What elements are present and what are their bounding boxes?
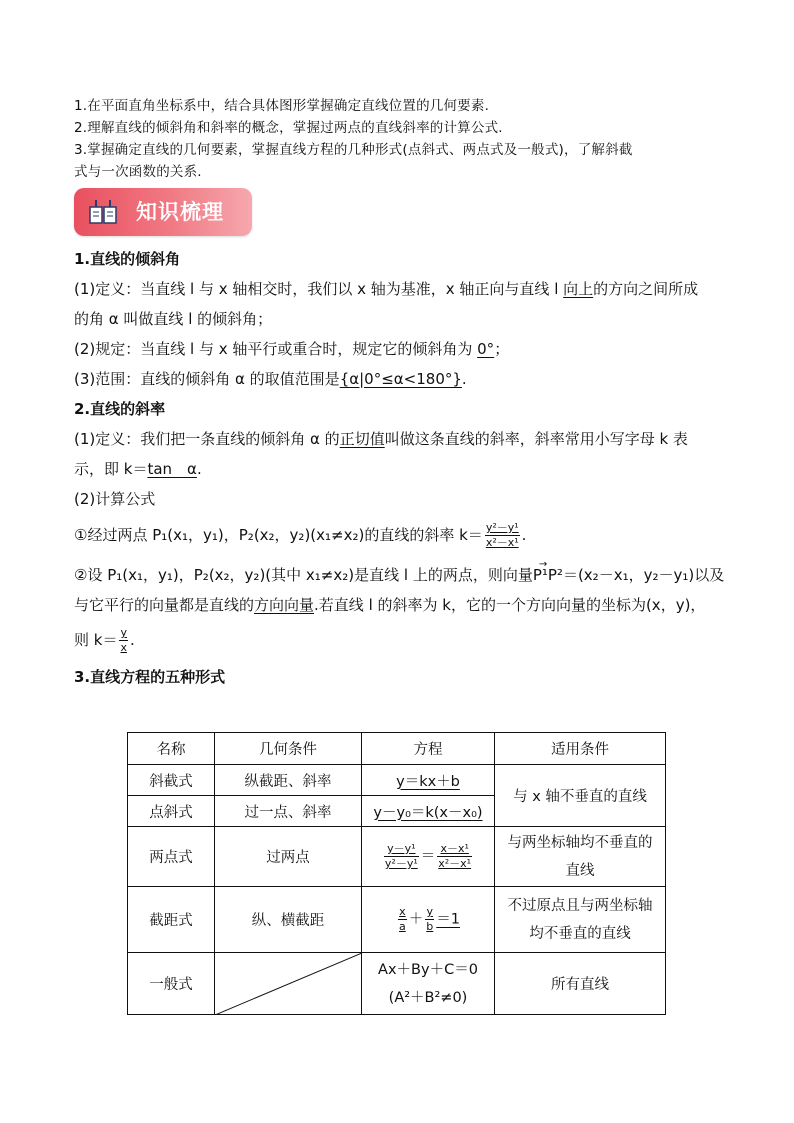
table-header: 名称 bbox=[128, 733, 215, 765]
content-body bbox=[74, 244, 726, 692]
row-apply: 所有直线 bbox=[495, 953, 666, 1015]
row-name: 斜截式 bbox=[128, 765, 215, 796]
s2-formula-2-end: 则 k＝ $\frac{y}{x}$ . bbox=[74, 626, 135, 654]
row-equation: y－y₀＝k(x－x₀) bbox=[362, 796, 495, 827]
row-condition: 过两点 bbox=[215, 827, 362, 887]
line-equation-table bbox=[127, 732, 666, 1015]
banner-title: 知识梳理 bbox=[136, 200, 224, 224]
row-condition: 纵、横截距 bbox=[215, 887, 362, 953]
s2-formula-2-cont: 与它平行的向量都是直线的方向向量.若直线 l 的斜率为 k，它的一个方向向量的坐标为(x，y)， bbox=[74, 596, 706, 614]
learning-goals bbox=[74, 95, 734, 183]
vector-p1p2: → P¹P² bbox=[533, 560, 563, 590]
row-equation: $\frac{\text{y－y¹}}{\text{y²－y¹}}$ ＝ $\frac{\text{x－x¹}}{\text{x²－x¹}}$ bbox=[362, 827, 495, 887]
row-apply-merged: 与 x 轴不垂直的直线 bbox=[495, 765, 666, 827]
diagonal-line bbox=[215, 953, 362, 1015]
s2-definition: (1)定义：我们把一条直线的倾斜角 α 的正切值叫做这条直线的斜率，斜率常用小写字母 k 表 bbox=[74, 430, 688, 448]
row-equation: $\frac{x}{a}$ ＋ $\frac{y}{b}$ ＝1 bbox=[362, 887, 495, 953]
goal-1: 1.在平面直角坐标系中，结合具体图形掌握确定直线位置的几何要素. bbox=[74, 98, 490, 114]
row-name: 一般式 bbox=[128, 953, 215, 1015]
row-name: 两点式 bbox=[128, 827, 215, 887]
section1-heading: 1.直线的倾斜角 bbox=[74, 250, 181, 268]
section3-heading: 3.直线方程的五种形式 bbox=[74, 668, 226, 686]
goal-2: 2.理解直线的倾斜角和斜率的概念，掌握过两点的直线斜率的计算公式. bbox=[74, 120, 503, 136]
row-apply: 与两坐标轴均不垂直的直线 bbox=[495, 827, 666, 887]
section2-heading: 2.直线的斜率 bbox=[74, 400, 166, 418]
table-row bbox=[128, 827, 666, 887]
row-name: 截距式 bbox=[128, 887, 215, 953]
s1-definition-cont: 的角 α 叫做直线 l 的倾斜角； bbox=[74, 310, 273, 328]
table-row bbox=[128, 765, 666, 796]
row-apply: 不过原点且与两坐标轴均不垂直的直线 bbox=[495, 887, 666, 953]
table-header-row bbox=[128, 733, 666, 765]
table-row bbox=[128, 953, 666, 1015]
row-condition: 纵截距、斜率 bbox=[215, 765, 362, 796]
s2-calc-heading: (2)计算公式 bbox=[74, 490, 156, 508]
table-header: 几何条件 bbox=[215, 733, 362, 765]
table-header: 适用条件 bbox=[495, 733, 666, 765]
empty-diagonal-cell bbox=[215, 953, 362, 1015]
slope-fraction: $\frac{\text{y²－y¹}}{\text{x²－x¹}}$ bbox=[485, 521, 519, 549]
table-header: 方程 bbox=[362, 733, 495, 765]
s2-formula-2: ②设 P₁(x₁，y₁)，P₂(x₂，y₂)(其中 x₁≠x₂)是直线 l 上的两点，则向量→ P¹P²＝(x₂－x₁，y₂－y₁)以及 bbox=[74, 560, 726, 590]
row-name: 点斜式 bbox=[128, 796, 215, 827]
section-banner bbox=[74, 188, 252, 236]
direction-fraction: $\frac{y}{x}$ bbox=[120, 626, 127, 654]
s1-definition: (1)定义：当直线 l 与 x 轴相交时，我们以 x 轴为基准，x 轴正向与直线 l 向上的方向之间所成 bbox=[74, 280, 699, 298]
goal-3: 3.掌握确定直线的几何要素，掌握直线方程的几种形式(点斜式、两点式及一般式)，了解斜截 bbox=[74, 142, 633, 158]
s1-rule: (2)规定：当直线 l 与 x 轴平行或重合时，规定它的倾斜角为 0°； bbox=[74, 340, 510, 358]
book-icon bbox=[88, 197, 118, 227]
goal-3-cont: 式与一次函数的关系. bbox=[74, 164, 202, 180]
s2-formula-1: ①经过两点 P₁(x₁，y₁)，P₂(x₂，y₂)(x₁≠x₂)的直线的斜率 k＝ $\frac{\text{y²－y¹}}{\text{x²－x¹}}$ . bbox=[74, 521, 527, 549]
s1-range: (3)范围：直线的倾斜角 α 的取值范围是{α|0°≤α<180°}. bbox=[74, 370, 467, 388]
s2-definition-cont: 示，即 k＝tan α. bbox=[74, 460, 202, 478]
row-equation: Ax＋By＋C＝0 (A²＋B²≠0) bbox=[362, 953, 495, 1015]
table-row bbox=[128, 887, 666, 953]
row-condition: 过一点、斜率 bbox=[215, 796, 362, 827]
row-equation: y＝kx＋b bbox=[362, 765, 495, 796]
